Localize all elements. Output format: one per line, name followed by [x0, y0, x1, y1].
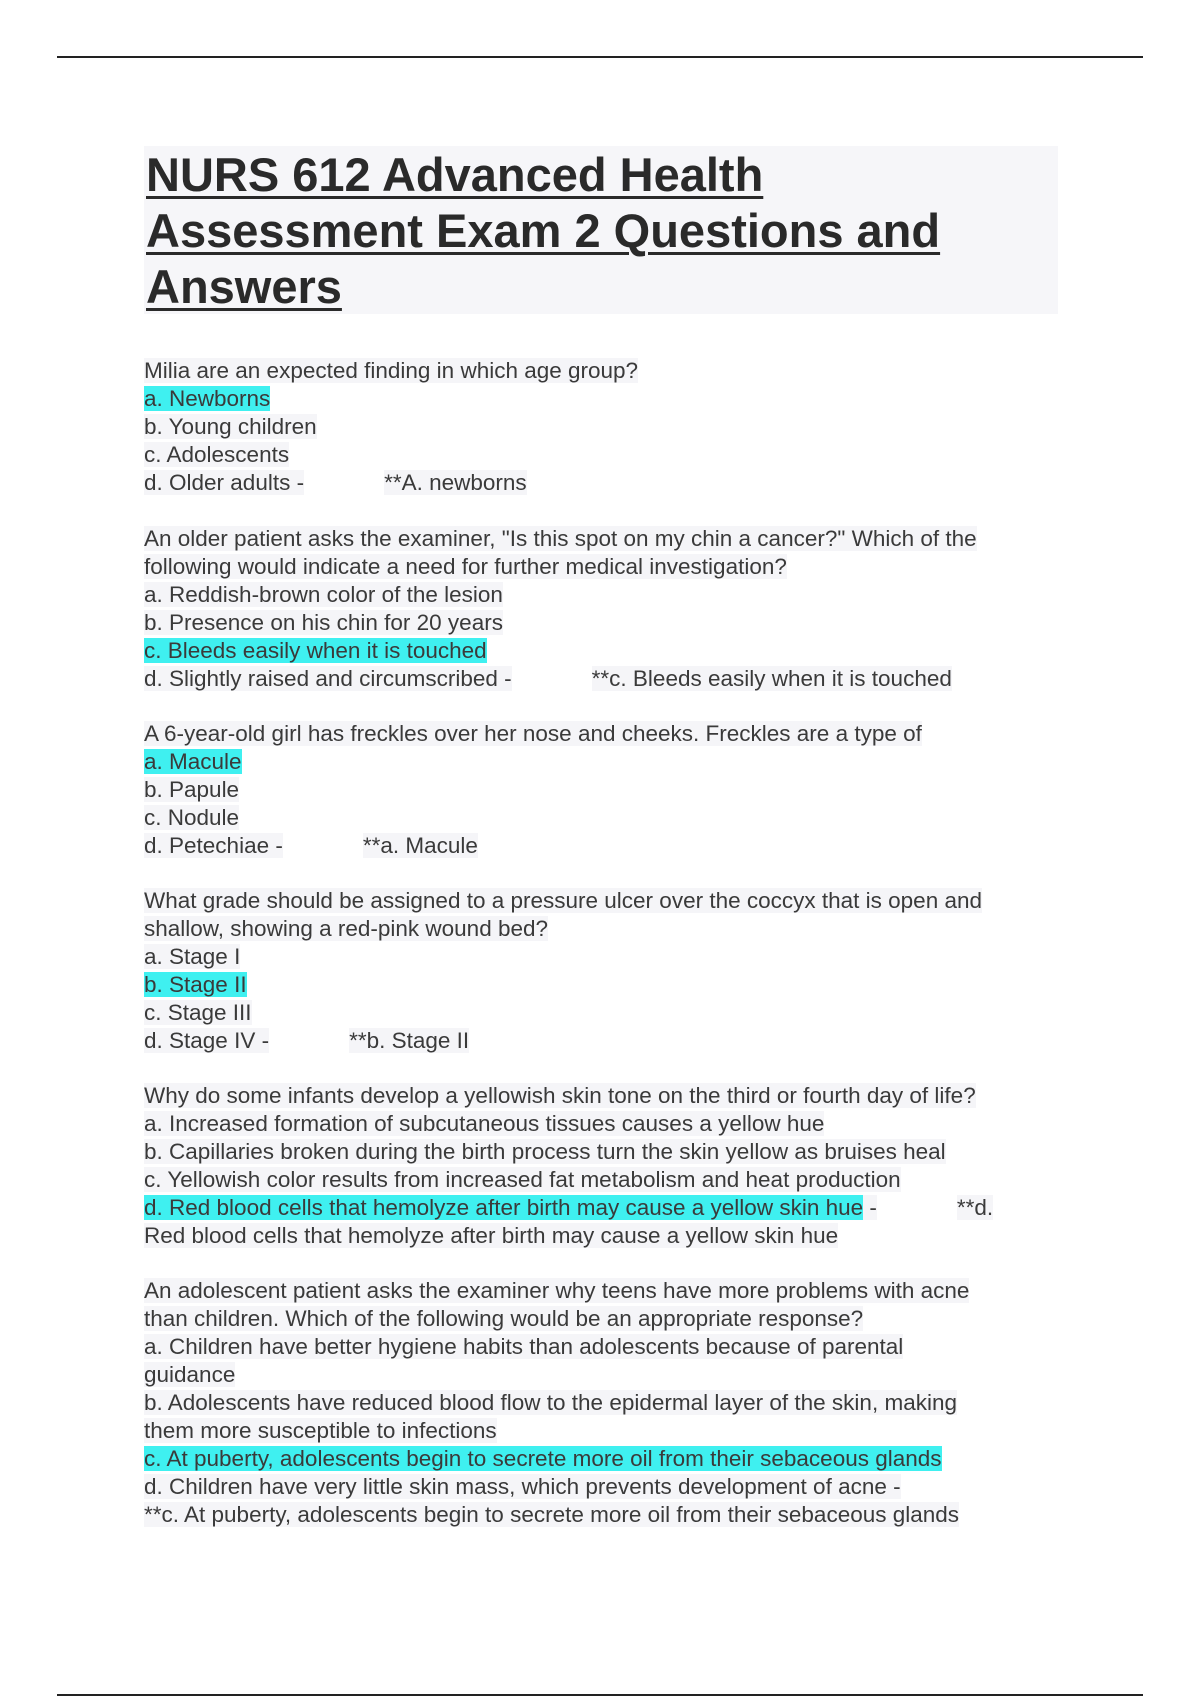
document-title: NURS 612 Advanced Health Assessment Exam 2 Questions and Answers — [146, 148, 941, 313]
question-text-line2: following would indicate a need for further medical investigation? — [144, 554, 787, 579]
option-b-line1: b. Adolescents have reduced blood flow to the epidermal layer of the skin, making — [144, 1390, 957, 1415]
correct-option: d. Red blood cells that hemolyze after birth may cause a yellow skin hue — [144, 1195, 864, 1220]
correct-option: a. Macule — [144, 749, 242, 774]
question-block-3 — [144, 720, 1074, 860]
option-d: d. Slightly raised and circumscribed - — [144, 666, 512, 691]
top-rule — [57, 56, 1143, 58]
option-a: a. Reddish-brown color of the lesion — [144, 582, 503, 607]
option-d: d. Children have very little skin mass, which prevents development of acne - — [144, 1474, 901, 1499]
correct-option: c. Bleeds easily when it is touched — [144, 638, 487, 663]
option-c: c. Yellowish color results from increased fat metabolism and heat production — [144, 1167, 901, 1192]
option-c: c. Adolescents — [144, 442, 290, 467]
option-c: c. Nodule — [144, 805, 240, 830]
question-text: Milia are an expected finding in which age group? — [144, 358, 639, 383]
question-block-2 — [144, 525, 1074, 693]
option-a: a. Increased formation of subcutaneous tissues causes a yellow hue — [144, 1111, 825, 1136]
option-b: b. Young children — [144, 414, 317, 439]
question-block-6 — [144, 1277, 1074, 1529]
option-c: c. Stage III — [144, 1000, 252, 1025]
option-a-line2: guidance — [144, 1362, 236, 1387]
option-a: a. Stage I — [144, 944, 241, 969]
answer-text: **a. Macule — [362, 833, 478, 858]
question-block-4 — [144, 887, 1074, 1055]
question-text-line1: An adolescent patient asks the examiner why teens have more problems with acne — [144, 1278, 970, 1303]
answer-text: **b. Stage II — [349, 1028, 470, 1053]
answer-text: **c. At puberty, adolescents begin to secrete more oil from their sebaceous glands — [144, 1502, 960, 1527]
correct-option: a. Newborns — [144, 386, 271, 411]
option-d: d. Older adults - — [144, 470, 305, 495]
question-text-line2: shallow, showing a red-pink wound bed? — [144, 916, 549, 941]
question-block-5 — [144, 1082, 1074, 1250]
question-block-1 — [144, 357, 1074, 497]
question-text-line2: than children. Which of the following would be an appropriate response? — [144, 1306, 864, 1331]
option-suffix: - — [863, 1195, 877, 1220]
question-text-line1: An older patient asks the examiner, "Is this spot on my chin a cancer?" Which of the — [144, 526, 977, 551]
question-text: A 6-year-old girl has freckles over her nose and cheeks. Freckles are a type of — [144, 721, 922, 746]
answer-text: **c. Bleeds easily when it is touched — [591, 666, 952, 691]
answer-text-part1: **d. — [956, 1195, 994, 1220]
option-d: d. Stage IV - — [144, 1028, 270, 1053]
option-d: d. Petechiae - — [144, 833, 283, 858]
correct-option: c. At puberty, adolescents begin to secrete more oil from their sebaceous glands — [144, 1446, 942, 1471]
option-b: b. Papule — [144, 777, 240, 802]
option-a-line1: a. Children have better hygiene habits than adolescents because of parental — [144, 1334, 904, 1359]
option-b: b. Presence on his chin for 20 years — [144, 610, 503, 635]
bottom-rule — [57, 1694, 1143, 1696]
answer-text-part2: Red blood cells that hemolyze after birth may cause a yellow skin hue — [144, 1223, 839, 1248]
question-text: Why do some infants develop a yellowish skin tone on the third or fourth day of life? — [144, 1083, 976, 1108]
option-b-line2: them more susceptible to infections — [144, 1418, 497, 1443]
question-text-line1: What grade should be assigned to a pressure ulcer over the coccyx that is open and — [144, 888, 982, 913]
option-b: b. Capillaries broken during the birth process turn the skin yellow as bruises heal — [144, 1139, 946, 1164]
correct-option: b. Stage II — [144, 972, 247, 997]
answer-text: **A. newborns — [384, 470, 527, 495]
